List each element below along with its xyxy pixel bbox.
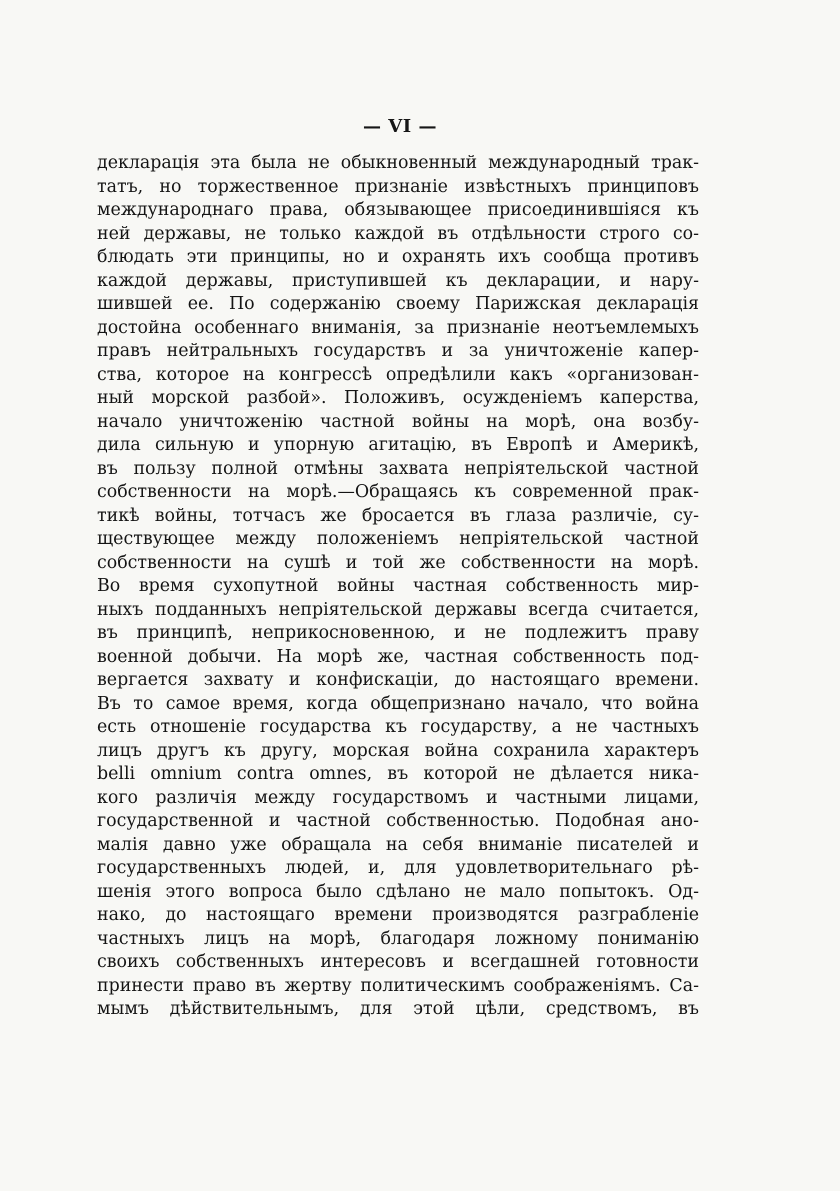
text-line: ныхъ подданныхъ непріятельской державы всегда считается, (97, 599, 699, 620)
text-line: ный морской разбой». Положивъ, осужденіемъ каперства, (97, 388, 699, 408)
text-line: частныхъ лицъ на морѣ, благодаря ложному пониманію (97, 928, 699, 949)
text-line: собственности на сушѣ и той же собственности на морѣ. (97, 552, 699, 573)
text-line: мымъ дѣйствительнымъ, для этой цѣли, средствомъ, въ (97, 999, 699, 1019)
text-line: шившей ее. По содержанію своему Парижская декларація (97, 294, 699, 314)
text-line: ществующее между положеніемъ непріятельской частной (97, 529, 699, 549)
text-line: Въ то самое время, когда общепризнано начало, что война (97, 693, 699, 714)
text-line: каждой державы, приступившей къ декларации, и нару- (97, 270, 699, 291)
text-line: декларація эта была не обыкновенный международный трак- (97, 153, 699, 173)
text-line: есть отношеніе государства къ государству, а не частныхъ (97, 717, 699, 737)
text-line: собственности на морѣ.—Обращаясь къ современной прак- (97, 482, 699, 502)
text-line: блюдать эти принципы, но и охранять ихъ сообща противъ (97, 247, 699, 267)
text-line: кого различія между государствомъ и частными лицами, (97, 787, 699, 808)
text-line: принести право въ жертву политическимъ соображеніямъ. Са- (97, 975, 699, 996)
text-line: нако, до настоящаго времени производятся разграбленіе (97, 905, 699, 925)
text-line: малія давно уже обращала на себя вниманіе писателей и (97, 834, 699, 855)
text-line: belli omnium contra omnes, въ которой не дѣлается ника- (97, 764, 699, 784)
text-line: татъ, но торжественное признаніе извѣстныхъ принциповъ (97, 176, 699, 197)
text-line: начало уничтоженію частной войны на морѣ, она возбу- (97, 411, 699, 432)
text-line: дила сильную и упорную агитацію, въ Европѣ и Америкѣ, (97, 435, 699, 455)
text-line: государственной и частной собственностью. Подобная ано- (97, 811, 699, 831)
text-line: ней державы, не только каждой въ отдѣльности строго со- (97, 223, 699, 244)
text-line: государственныхъ людей, и, для удовлетворительнаго рѣ- (97, 858, 699, 878)
text-line: лицъ другъ къ другу, морская война сохранила характеръ (97, 740, 699, 761)
text-line: тикѣ войны, тотчасъ же бросается въ глаза различіе, су- (97, 505, 699, 526)
text-line: ства, которое на конгрессѣ опредѣлили какъ «организован- (97, 364, 699, 385)
text-line: правъ нейтральныхъ государствъ и за уничтоженіе капер- (97, 341, 699, 361)
text-line: Во время сухопутной войны частная собственность мир- (97, 576, 699, 596)
body-text (97, 152, 699, 1022)
text-line: достойна особеннаго вниманія, за признаніе неотъемлемыхъ (97, 317, 699, 338)
text-line: въ принципѣ, неприкосновенною, и не подлежитъ праву (97, 623, 699, 643)
text-line: военной добычи. На морѣ же, частная собственность под- (97, 646, 699, 667)
text-line: шенія этого вопроса было сдѣлано не мало попытокъ. Од- (97, 881, 699, 902)
text-line: международнаго права, обязывающее присоединившіяся къ (97, 200, 699, 220)
text-line: вергается захвату и конфискаціи, до настоящаго времени. (97, 670, 699, 690)
page-number: — VI — (363, 116, 437, 137)
text-line: въ пользу полной отмѣны захвата непріятельской частной (97, 458, 699, 479)
text-line: своихъ собственныхъ интересовъ и всегдашней готовности (97, 952, 699, 972)
